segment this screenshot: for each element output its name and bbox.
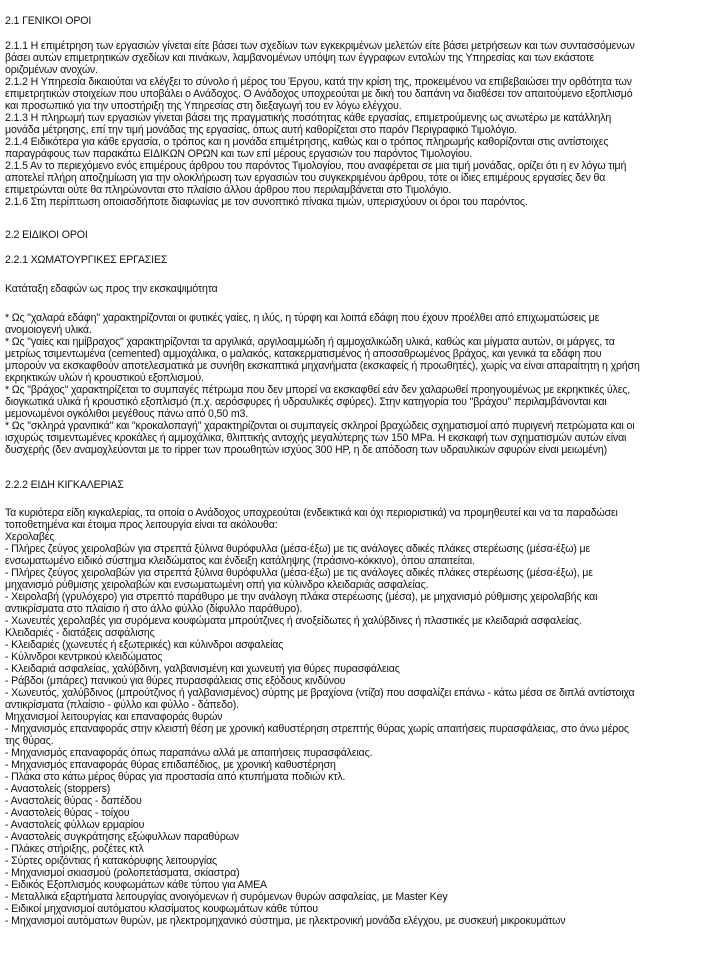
list-subheading-handles: Χερολαβές [5,531,55,543]
paragraph-line: μπορούν να εκσκαφθούν αποτελεσματικά με συνήθη εκσκαπτικά μηχανήματα (εκσκαφείς ή προωθητές), χωρίς να είναι απαραίτητη η χρήση [5,360,640,372]
paragraph-line: επιμετρητικών στοιχείων που υποβάλει ο Ανάδοχος. Ο Ανάδοχος υποχρεούται με δική του δαπάνη να διαθέσει τον απαιτούμενο εξοπλισμό [5,88,633,100]
list-item: - Κύλινδροι κεντρικού κλειδώματος [5,651,163,663]
paragraph-line: αποτελεί πλήρη αποζημίωση για την ολοκλήρωση των εργασιών του συγκεκριμένου άρθρου, τότε οι ίδιες επιμέρους εργασίες δεν θα [5,172,606,184]
paragraph-line: μετρίως τσιμεντωμένα (cemented) αμμοχάλικα, ο μαλακός, κατακερματισμένος ή αποσαθρωμένος βράχος, και γενικά τα εδάφη που [5,348,602,360]
list-item: - Ράβδοι (μπάρες) πανικού για θύρες πυρασφάλειας στις εξόδους κινδύνου [5,675,346,687]
list-item: - Πλήρες ζεύγος χειρολαβών για στρεπτά ξύλινα θυρόφυλλα (μέσα-έξω) με τις ανάλογες αδικές πλάκες στερέωσης (μέσα-έξω) με [5,543,591,555]
paragraph-line: ισχυρώς τσιμεντωμένες κροκάλες ή αμμοχάλικα, θλιπτικής αντοχής μεγαλύτερης των 150 MPa. Η εκσκαφή των σχηματισμών αυτών είναι [5,432,627,444]
paragraph-line: 2.1.6 Στη περίπτωση οποιασδήποτε διαφωνίας με τον συνοπτικό πίνακα τιμών, υπερισχύουν οι όροι του παρόντος. [5,196,528,208]
paragraph-line: εκρηκτικών υλών ή κρουστικού εξοπλισμού. [5,372,204,384]
paragraph-line: 2.1.4 Ειδικότερα για κάθε εργασία, ο τρόπος και η μονάδα επιμέτρησης, καθώς και ο τρόπος πληρωμής καθορίζονται στις αντίστοιχες [5,136,609,148]
list-item: - Χωνευτές χερολαβές για συρόμενα κουφώματα μπρούτζινες ή ανοξείδωτες ή χαλύβδινες ή πλαστικές με κλειδαριά ασφαλείας. [5,615,582,627]
paragraph-line: δυσχερής (δεν αναμοχλεύονται με το ripper των προωθητών ισχύος 300 HP, η δε απόδοση των υδραυλικών σφυρών είναι μειωμένη) [5,444,607,456]
list-item: - Μηχανισμός επαναφοράς θύρας επιδαπέδιος, με χρονική καθυστέρηση [5,759,336,771]
list-item: ενσωματωμένο ειδικό σύστημα κλειδώματος και ένδειξη κατάληψης (πράσινο-κόκκινο), όπου απαιτείται. [5,555,475,567]
paragraph-line: ανομοιογενή υλικά. [5,324,92,336]
paragraph-line: τοποθετημένα και έτοιμα προς λειτουργία είναι τα ακόλουθα: [5,519,278,531]
paragraph-line: και προσωπικό για την υποστήριξη της Υπηρεσίας στη διεξαγωγή του εν λόγω ελέγχου. [5,100,402,112]
paragraph-line: 2.1.3 Η πληρωμή των εργασιών γίνεται βάσει της πραγματικής ποσότητας κάθε εργασίας, επιμετρούμενης ως ανωτέρω με κατάλληλη [5,112,612,124]
list-subheading-door-mechanisms: Μηχανισμοί λειτουργίας και επαναφοράς θυρών [5,711,223,723]
list-item: - Ειδικός Εξοπλισμός κουφωμάτων κάθε τύπου για ΑΜΕΑ [5,879,267,891]
paragraph-line: μονάδα μέτρησης, επί την τιμή μονάδας της εργασίας, όπως αυτή καθορίζεται στο παρόν Περιγραφικό Τιμολόγιο. [5,124,518,136]
paragraph-line: παραγράφους των παρακάτω ΕΙΔΙΚΩΝ ΟΡΩΝ και των επί μέρους εργασιών του παρόντος Τιμολογίου. [5,148,473,160]
list-item: - Αναστολείς φύλλων ερμαρίου [5,819,145,831]
list-item: - Αναστολείς συγκράτησης εξώφυλλων παραθύρων [5,831,239,843]
list-item: - Ειδικοί μηχανισμοί αυτόματου κλασίματος κουφωμάτων κάθε τύπου [5,903,318,915]
list-item: - Κλειδαριά ασφαλείας, χαλύβδινη, γαλβανισμένη και χωνευτή για θύρες πυρασφάλειας [5,663,400,675]
paragraph-line: 2.1.2 Η Υπηρεσία δικαιούται να ελέγξει το σύνολο ή μέρος του Έργου, κατά την κρίση της, προκειμένου να επιβεβαιώσει την ορθότητα των [5,76,632,88]
list-item: - Κλειδαριές (χωνευτές ή εξωτερικές) και κύλινδροι ασφαλείας [5,639,284,651]
paragraph-line: οριζομένων ανοχών. [5,64,98,76]
subsection-heading-hardware: 2.2.2 ΕΙΔΗ ΚΙΓΚΑΛΕΡΙΑΣ [5,479,124,491]
list-item: - Χωνευτός, χαλύβδινος (μπρούτζινος ή γαλβανισμένος) σύρτης με βραχίονα (ντίζα) που ασφαλίζει επάνω - κάτω μέσα σε διπλά αντίστοιχα [5,687,635,699]
list-item: - Πλάκα στο κάτω μέρος θύρας για προστασία από κτυπήματα ποδιών κτλ. [5,771,346,783]
list-item: - Μηχανισμός επαναφοράς στην κλειστή θέση με χρονική καθυστέρηση στρεπτής θύρας χωρίς απαιτήσεις πυρασφάλειας, στο άνω μέρος [5,723,629,735]
paragraph-line: επιμετρώνται ούτε θα πληρώνονται στο πλαίσιο άλλου άρθρου που περιλαμβάνεται στο Τιμολόγιο. [5,184,452,196]
list-item: αντικρίσματα (πλαίσιο - φύλλο και φύλλο - δάπεδο). [5,699,239,711]
list-item: - Χειρολαβή (γρυλόχερο) για στρεπτό παράθυρο με την ανάλογη πλάκα στερέωσης (μέσα), με μηχανισμό ρύθμισης χειρολαβής και [5,591,598,603]
list-item: αντικρίσματα στο πλαίσιο ή στο άλλο φύλλο (δίφυλλο παράθυρο). [5,603,303,615]
section-heading-special-terms: 2.2 ΕΙΔΙΚΟΙ ΟΡΟΙ [5,229,88,241]
paragraph-line: βάσει αυτών επιμετρητικών σχεδίων και πινάκων, λαμβανομένων υπόψη των έγγραφων εντολών της Υπηρεσίας και των εκάστοτε [5,52,595,64]
list-item: - Αναστολείς θύρας - τοίχου [5,807,130,819]
paragraph-line: μεμονωμένοι ογκόλιθοι μεγέθους πάνω από 0,50 m3. [5,408,249,420]
list-item: - Πλήρες ζεύγος χειρολαβών για στρεπτά ξύλινα θυρόφυλλα (μέσα-έξω) με τις ανάλογες αδικές πλάκες στερέωσης (μέσα-έξω), με [5,567,593,579]
list-item: - Αναστολείς (stoppers) [5,783,111,795]
section-heading-general-terms: 2.1 ΓΕΝΙΚΟΙ ΟΡΟΙ [5,15,92,27]
list-item: μηχανισμό ρύθμισης χειρολαβών και ενσωματωμένη οπή για κύλινδρο κλειδαριάς ασφαλείας. [5,579,429,591]
list-item: - Μηχανισμός επαναφοράς όπως παραπάνω αλλά με απαιτήσεις πυρασφάλειας. [5,747,373,759]
paragraph-line: * Ως "βράχος" χαρακτηρίζεται το συμπαγές πέτρωμα που δεν μπορεί να εκσκαφθεί εάν δεν χαλαρωθεί προηγουμένως με εκρηκτικές ύλες, [5,384,631,396]
paragraph-line: Τα κυριότερα είδη κιγκαλερίας, τα οποία ο Ανάδοχος υποχρεούται (ενδεικτικά και όχι περιοριστικά) να προμηθευτεί και να τα παραδώσει [5,507,618,519]
list-item: της θύρας. [5,735,54,747]
list-item: - Αναστολείς θύρας - δαπέδου [5,795,142,807]
paragraph-line: 2.1.5 Αν το περιεχόμενο ενός επιμέρους άρθρου του παρόντος Τιμολογίου, που αναφέρεται σε μια τιμή μονάδας, ορίζει ότι η εν λόγω τιμή [5,160,627,172]
paragraph-line: διογκωτικά υλικά ή κρουστικό εξοπλισμό (π.χ. αερόσφυρες ή υδραυλικές σφύρες). Στην κατηγορία του "βράχου" περιλαμβάνονται και [5,396,607,408]
paragraph-line: * Ως "γαίες και ημίβραχος" χαρακτηρίζονται τα αργιλικά, αργιλοαμμώδη ή αμμοχαλικώδη υλικά, καθώς και μίγματα αυτών, οι μάργες, τα [5,336,615,348]
paragraph-line: 2.1.1 Η επιμέτρηση των εργασιών γίνεται είτε βάσει των σχεδίων των εγκεκριμένων μελετών είτε βάσει μετρήσεων και των συντασσόμενων [5,40,635,52]
list-item: - Σύρτες οριζόντιας ή κατακόρυφης λειτουργίας [5,855,218,867]
paragraph-line: * Ως "χαλαρά εδάφη" χαρακτηρίζονται οι φυτικές γαίες, η ιλύς, η τύρφη και λοιπά εδάφη που έχουν προέλθει από επιχωματώσεις με [5,312,600,324]
list-item: - Μεταλλικά εξαρτήματα λειτουργίας ανοιγόμενων ή συρόμενων θυρών ασφαλείας, με Master Key [5,891,448,903]
list-subheading-locks: Κλειδαριές - διατάξεις ασφάλισης [5,627,155,639]
subsection-heading-earthworks: 2.2.1 ΧΩΜΑΤΟΥΡΓΙΚΕΣ ΕΡΓΑΣΙΕΣ [5,254,168,266]
list-item: - Μηχανισμοί σκιασμού (ρολοπετάσματα, σκίαστρα) [5,867,240,879]
paragraph-line: * Ως "σκληρά γρανιτικά" και "κροκαλοπαγή" χαρακτηρίζονται οι συμπαγείς σκληροί βραχώδεις σχηματισμοί από πυριγενή πετρώματα και οι [5,420,635,432]
list-item: - Μηχανισμοί αυτόματων θυρών, με ηλεκτρομηχανικό σύστημα, με ηλεκτρονική μονάδα ελέγχου, με συσκευή μικροκυμάτων [5,915,566,927]
list-item: - Πλάκες στήριξης, ροζέτες κτλ [5,843,144,855]
subheading-soil-classification: Κατάταξη εδαφών ως προς την εκσκαψιμότητα [5,283,218,295]
